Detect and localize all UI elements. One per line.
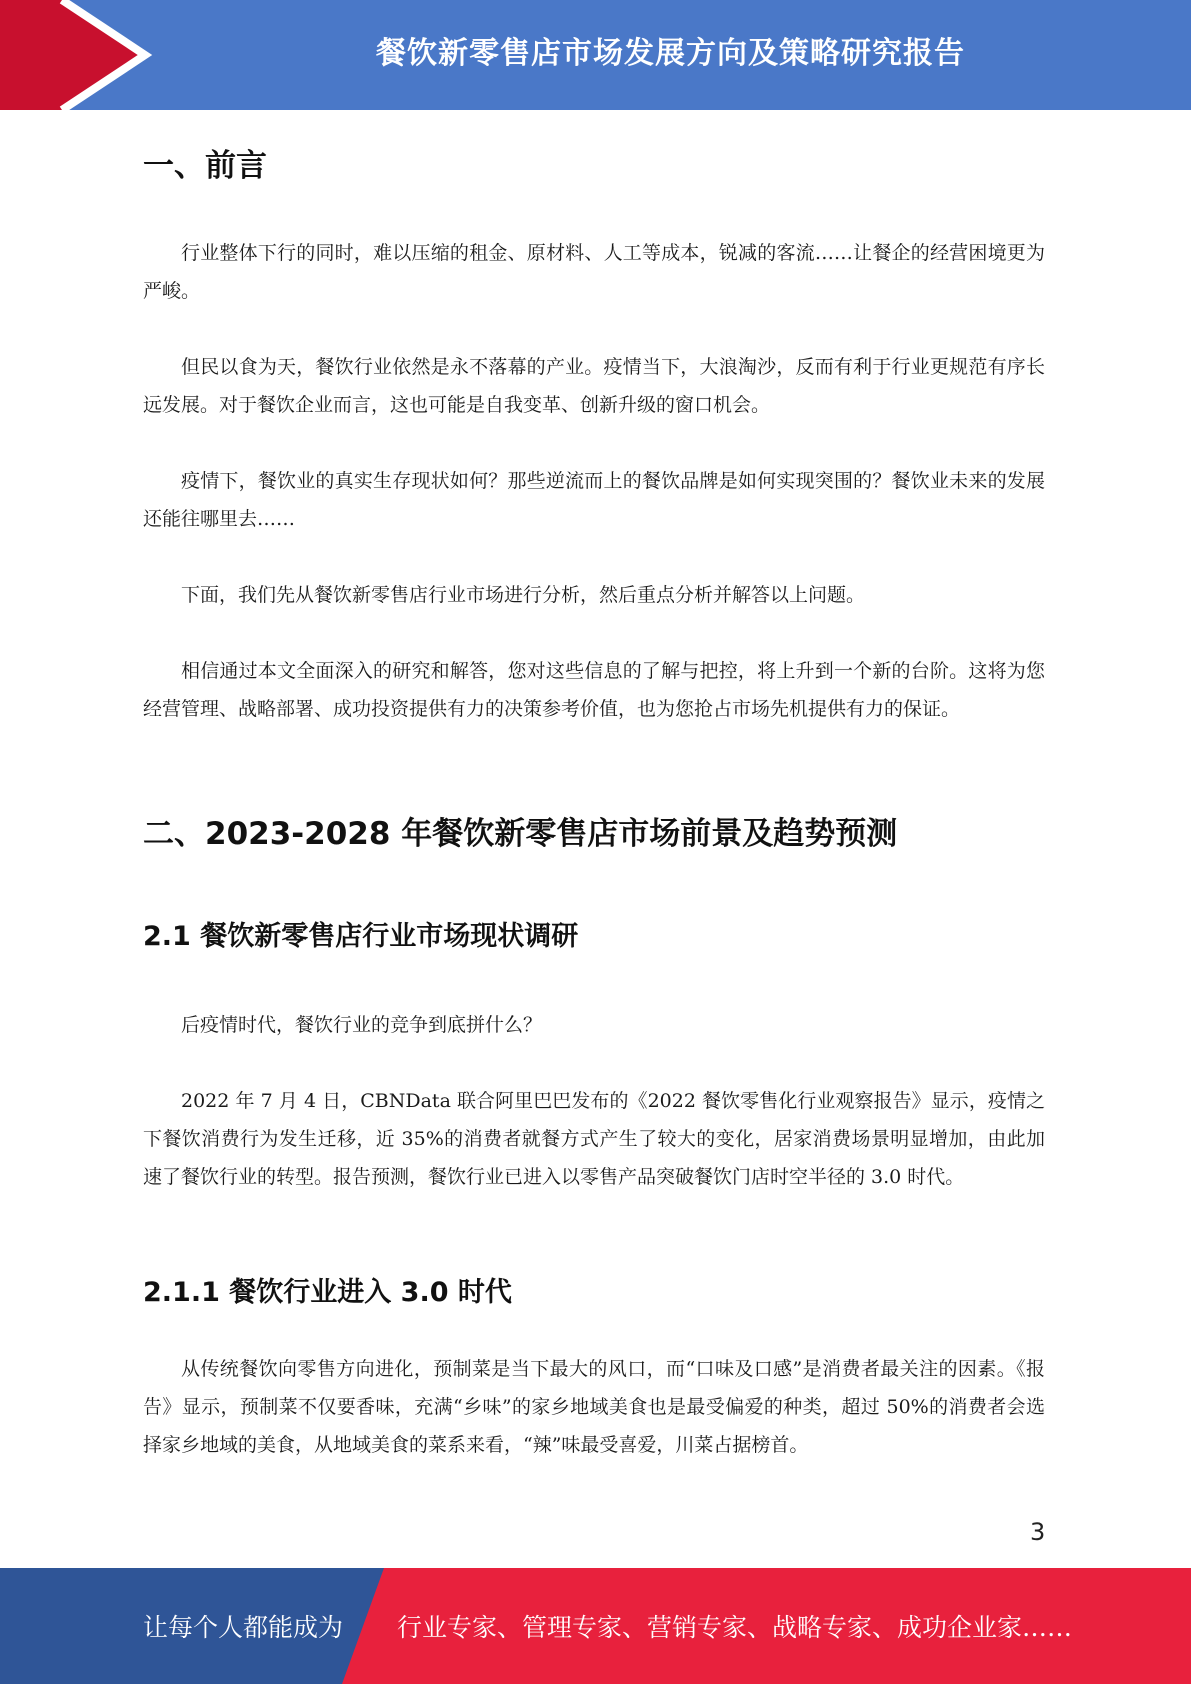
subsection-heading-2-1: 2.1 餐饮新零售店行业市场现状调研 [143, 921, 579, 952]
footer-banner [0, 1568, 1191, 1684]
subsection-heading-2-1-1: 2.1.1 餐饮行业进入 3.0 时代 [143, 1277, 512, 1308]
paragraph: 从传统餐饮向零售方向进化，预制菜是当下最大的风口，而“口味及口感”是消费者最关注的因素。《报告》显示，预制菜不仅要香味，充满“乡味”的家乡地域美食也是最受偏爱的种类，超过 50%的消费者会选择家乡地域的美食，从地域美食的菜系来看，“辣”味最受喜爱，川菜占据榜首。 [143, 1358, 1045, 1456]
paragraph: 但民以食为天，餐饮行业依然是永不落幕的产业。疫情当下，大浪淘沙，反而有利于行业更规范有序长远发展。对于餐饮企业而言，这也可能是自我变革、创新升级的窗口机会。 [143, 356, 1045, 416]
paragraph: 相信通过本文全面深入的研究和解答，您对这些信息的了解与把控，将上升到一个新的台阶。这将为您经营管理、战略部署、成功投资提供有力的决策参考价值，也为您抢占市场先机提供有力的保证。 [143, 660, 1045, 720]
section-heading-preface: 一、前言 [143, 148, 267, 184]
footer-slogan-right: 行业专家、管理专家、营销专家、战略专家、成功企业家…… [397, 1613, 1073, 1642]
paragraph: 行业整体下行的同时，难以压缩的租金、原材料、人工等成本，锐减的客流……让餐企的经营困境更为严峻。 [143, 242, 1045, 302]
header-banner [0, 0, 1191, 110]
paragraph: 后疫情时代，餐饮行业的竞争到底拼什么？ [181, 1014, 543, 1036]
footer-slogan-left: 让每个人都能成为 [143, 1613, 344, 1642]
paragraph: 下面，我们先从餐饮新零售店行业市场进行分析，然后重点分析并解答以上问题。 [181, 584, 866, 606]
paragraph: 疫情下，餐饮业的真实生存现状如何？那些逆流而上的餐饮品牌是如何实现突围的？餐饮业未来的发展还能往哪里去…… [143, 470, 1045, 530]
paragraph: 2022 年 7 月 4 日，CBNData 联合阿里巴巴发布的《2022 餐饮零售化行业观察报告》显示，疫情之下餐饮消费行为发生迁移，近 35%的消费者就餐方式产生了较大的变化，居家消费场景明显增加，由此加速了餐饮行业的转型。报告预测，餐饮行业已进入以零售产品突破餐饮门店时空半径的 3.0 时代。 [143, 1090, 1045, 1188]
page-number: 3 [1030, 1518, 1046, 1546]
report-title: 餐饮新零售店市场发展方向及策略研究报告 [376, 36, 965, 71]
section-heading-forecast: 二、2023-2028 年餐饮新零售店市场前景及趋势预测 [143, 816, 898, 852]
